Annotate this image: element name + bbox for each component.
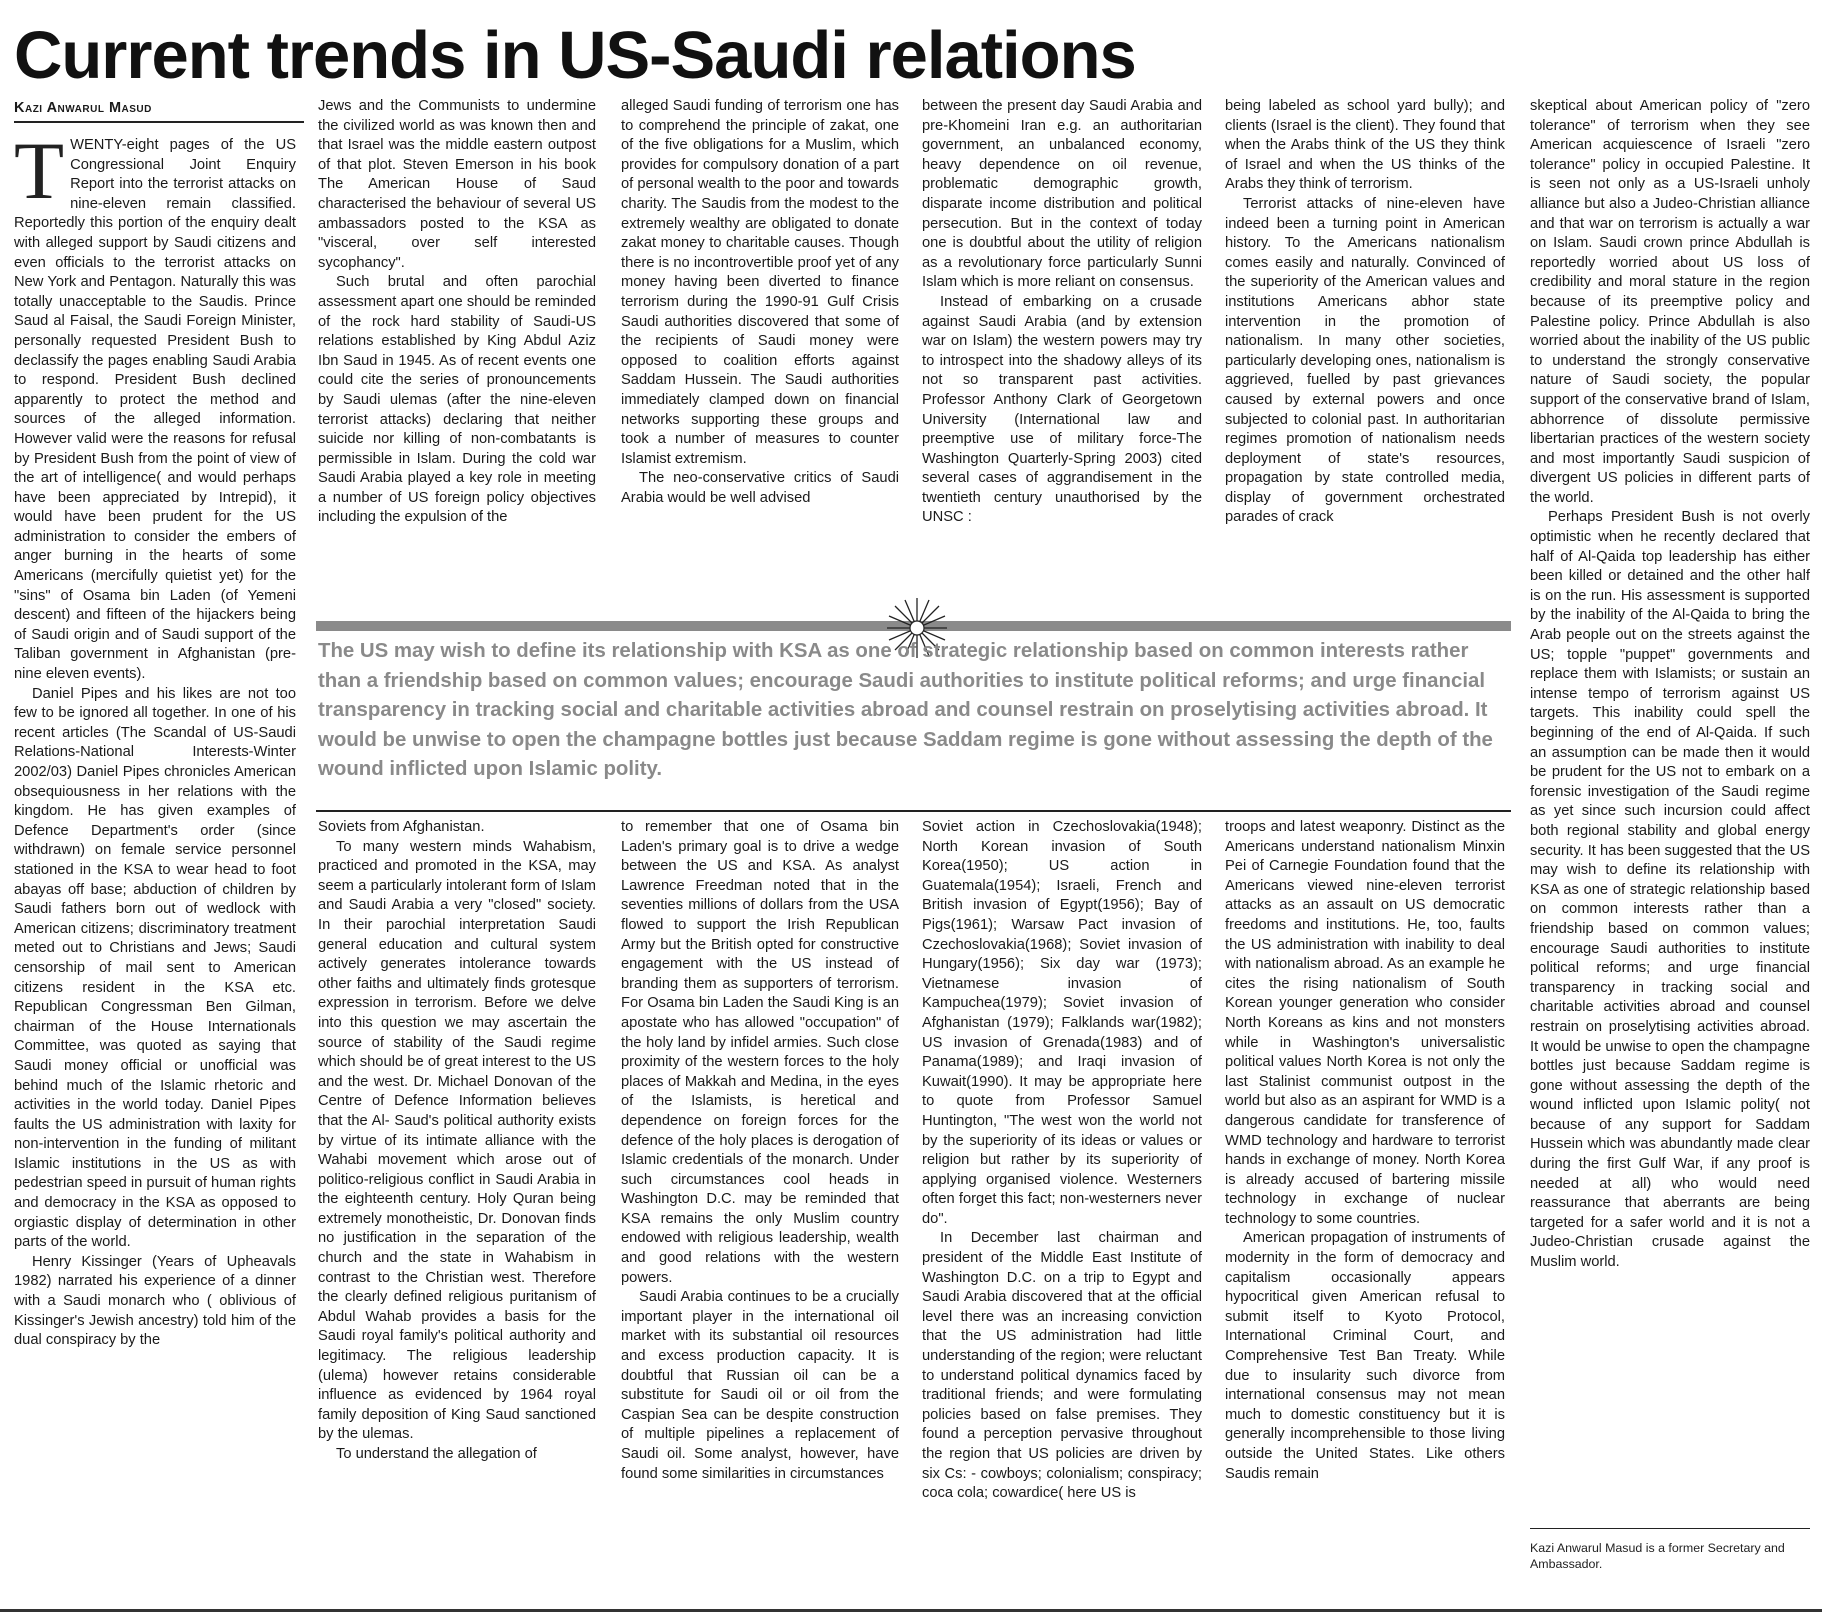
col3-bottom-paragraph-2: Saudi Arabia continues to be a crucially important player in the international oil market with its substantial oil resources and excess production capacity. It is doubtful that Russian oil can be a substitute for Saudi oil or oil from the Caspian Sea can be despite construction of multiple pipelines a replacement of Saudi oil. Some analyst, however, have found some similarities in circumstances <box>621 1289 899 1482</box>
column-4-bottom <box>922 818 1202 1606</box>
column-1 <box>14 136 296 1606</box>
column-5-bottom <box>1225 818 1505 1606</box>
drop-cap: T <box>14 136 65 216</box>
col1-paragraph-2: Daniel Pipes and his likes are not too few to be ignored all together. In one of his recent articles (The Scandal of US-Saudi Relations-National Interests-Winter 2002/03) Daniel Pipes chronicles American obsequiousness in her relations with the kingdom. He has given examples of Defence Department's order (since withdrawn) on female service personnel stationed in the KSA to wear head to foot abayas off base; abduction of children by Saudi fathers born out of wedlock with American citizens; discriminatory treatment meted out to Christians and Jews; Saudi censorship of mail sent to American citizens resident in the KSA etc. Republican Congressman Ben Gilman, chairman of the House Internationals Committee, was quoted as saying that Saudi money official or unofficial was behind much of the Islamic rhetoric and activities in the world today. Daniel Pipes faults the US administration with laxity for non-intervention in the funding of militant Islamic institutions in the US as with pedestrian speed in pursuit of human rights and democracy in the KSA as opposed to orgiastic display of determination in other parts of the world. <box>14 685 296 1251</box>
author-note-rule <box>1530 1528 1810 1529</box>
col5-top-paragraph-1: being labeled as school yard bully); and clients (Israel is the client). They found that when the Arabs think of the US they think of Israel and when the US thinks of the Arabs they think of terrorism. <box>1225 98 1505 193</box>
column-3-top <box>621 97 899 595</box>
headline: Current trends in US-Saudi relations <box>14 18 1136 93</box>
column-2-top <box>318 97 596 595</box>
col2-top-paragraph-2: Such brutal and often parochial assessment apart one should be reminded of the rock hard stability of Saudi-US relations established by King Abdul Aziz Ibn Saud in 1945. As of recent events one could cite the series of pronouncements by Saudi ulemas (after the nine-eleven terrorist attacks) declaring that neither suicide nor killing of non-combatants is permissible in Islam. During the cold war Saudi Arabia played a key role in meeting a number of US foreign policy objectives including the expulsion of the <box>318 274 596 526</box>
col3-top-paragraph-1: alleged Saudi funding of terrorism one has to comprehend the principle of zakat, one of the five obligations for a Muslim, which provides for compulsory donation of a part of personal wealth to the poor and towards charity. The Saudis from the modest to the extremely wealthy are obligated to donate zakat money to charitable causes. Though there is no incontrovertible proof yet of any money having been diverted to finance terrorism during the 1990-91 Gulf Crisis Saudi authorities discovered that some of the recipients of Saudi money were opposed to coalition efforts against Saddam Hussein. The Saudi authorities immediately clamped down on financial networks supporting these groups and took a number of measures to counter Islamist extremism. <box>621 98 899 467</box>
col5-bottom-paragraph-2: American propagation of instruments of modernity in the form of democracy and capitalism occasionally appears hypocritical given American refusal to submit itself to Kyoto Protocol, International Criminal Court, and Comprehensive Test Ban Treaty. While due to insularity such divorce from international consensus may not mean much to domestic constituency but it is generally incomprehensible to those living outside the United States. Like others Saudis remain <box>1225 1230 1505 1482</box>
column-3-bottom <box>621 818 899 1606</box>
pull-quote-bottom-rule <box>316 810 1511 812</box>
page-bottom-rule <box>0 1609 1822 1612</box>
col1-paragraph-3: Henry Kissinger (Years of Upheavals 1982) narrated his experience of a dinner with a Saudi monarch who ( oblivious of Kissinger's Jewish ancestry) told him of the dual conspiracy by the <box>14 1253 296 1349</box>
column-4-top <box>922 97 1202 595</box>
byline: Kazi Anwarul Masud <box>14 100 304 123</box>
col6-paragraph-1: skeptical about American policy of "zero tolerance" of terrorism when they see American acquiescence of Israeli "zero tolerance" policy in occupied Palestine. It is seen not only as a US-Israeli unholy alliance but also a Judeo-Christian alliance and that war on terrorism is actually a war on Islam. Saudi crown prince Abdullah is reportedly worried about US loss of credibility and moral stature in the region because of its preemptive policy and Palestine policy. Prince Abdullah is also worried about the inability of the US public to understand the strongly conservative nature of Saudi society, the popular support of the conservative brand of Islam, abhorrence of dissolute permissive libertarian practices of the western society and most importantly Saudi suspicion of divergent US policies in different parts of the world. <box>1530 98 1810 506</box>
col4-bottom-paragraph-1: Soviet action in Czechoslovakia(1948); North Korean invasion of South Korea(1950); US action in Guatemala(1954); Israeli, French and British invasion of Egypt(1956); Bay of Pigs(1961); Warsaw Pact invasion of Czechoslovakia(1968); Soviet invasion of Hungary(1956); Six day war (1973); Vietnamese invasion of Kampuchea(1979); Soviet invasion of Afghanistan (1979); Falklands war(1982); US invasion of Grenada(1983) and of Panama(1989); and Iraqi invasion of Kuwait(1990). It may be appropriate here to quote from Professor Samuel Huntington, "The west won the world not by the superiority of its ideas or values or religion but rather by its superiority of applying organised violence. Westerners often forget this fact; non-westerners never do". <box>922 819 1202 1227</box>
col1-paragraph-1: TWENTY-eight pages of the US Congressional Joint Enquiry Report into the terrorist attacks on nine-eleven remain classified. Reportedly this portion of the enquiry dealt with alleged support by Saudi citizens and even officials to the terrorist attacks on New York and Pentagon. Naturally this was totally unacceptable to the Saudis. Prince Saud al Faisal, the Saudi Foreign Minister, personally requested President Bush to declassify the pages enabling Saudi Arabia to respond. President Bush declined apparently to protect the method and sources of the alleged information. However valid were the reasons for refusal by President Bush from the point of view of the art of intelligence( and would perhaps have been appreciated by Intrepid), it would have been prudent for the US administration to consider the embers of anger burning in the hearts of some Americans (mercifully quietist yet) for the "sins" of Osama bin Laden (of Yemeni descent) and fifteen of the hijackers being of Saudi origin and of Saudi support of the Taliban government in Afghanistan (pre-nine eleven events). <box>14 136 296 683</box>
col2-bottom-paragraph-2: To many western minds Wahabism, practiced and promoted in the KSA, may seem a particularly intolerant form of Islam and Saudi Arabia a very "closed" society. In their parochial interpretation Saudi general education and cultural system actively generates intolerance towards other faiths and ultimately finds grotesque expression in terrorism. Before we delve into this question we may ascertain the source of stability of the Saudi regime which should be of great interest to the US and the west. Dr. Michael Donovan of the Centre of Defence Information believes that the Al- Saud's political authority exists by virtue of its intimate alliance with the Wahabi movement which arose out of politico-religious conflict in Saudi Arabia in the eighteenth century. Holy Quran being extremely monotheistic, Dr. Donovan finds no justification in the separation of the church and the state in Wahabism in contrast to the Christian west. Therefore the clearly defined religious puritanism of Abdul Wahab provides a basis for the Saudi royal family's political authority and legitimacy. The religious leadership (ulema) however retains considerable influence as evidenced by 1964 royal family deposition of King Saud sanctioned by the ulemas. <box>318 838 596 1443</box>
col2-top-paragraph-1: Jews and the Communists to undermine the civilized world as was known then and that Israel was the middle eastern outpost of that plot. Steven Emerson in his book The American House of Saud characterised the behaviour of several US ambassadors posted to the KSA as "visceral, over self interested sycophancy". <box>318 98 596 271</box>
col4-top-paragraph-2: Instead of embarking on a crusade against Saudi Arabia (and by extension war on Islam) the western powers may try to introspect into the shadowy alleys of its not so transparent past activities. Professor Anthony Clark of Georgetown University (International law and preemptive use of military force-The Washington Quarterly-Spring 2003) cited several cases of aggrandisement in the twentieth century unauthorised by the UNSC : <box>922 293 1202 526</box>
column-2-bottom <box>318 818 596 1606</box>
col5-top-paragraph-2: Terrorist attacks of nine-eleven have indeed been a turning point in American history. To the Americans nationalism comes easily and naturally. Convinced of the superiority of the American values and institutions Americans abhor state intervention in the promotion of nationalism. In many other societies, particularly developing ones, nationalism is aggrieved, fuelled by past grievances caused by external powers and once subjected to colonial past. In authoritarian regimes promotion of nationalism needs deployment of state's resources, propagation by state controlled media, display of government orchestrated parades of crack <box>1225 195 1505 526</box>
column-6 <box>1530 97 1810 1517</box>
pull-quote: The US may wish to define its relationship with KSA as one of strategic relationship based on common interests rather than a friendship based on common values; encourage Saudi authorities to institute political reforms; and urge financial transparency in tracking social and charitable activities abroad and counsel restrain on proselytising activities abroad. It would be unwise to open the champagne bottles just because Saddam regime is gone without assessing the depth of the wound inflicted upon Islamic polity. <box>318 640 1493 780</box>
col4-bottom-paragraph-2: In December last chairman and president of the Middle East Institute of Washington D.C. on a trip to Egypt and Saudi Arabia discovered that at the official level there was an increasing conviction that the US administration had little understanding of the region; were reluctant to understand political dynamics faced by traditional friends; and were formulating policies based on false premises. They found a perception pervasive throughout the region that US policies are driven by six Cs: - cowboys; colonialism; conspiracy; coca cola; cowardice( here US is <box>922 1230 1202 1502</box>
col2-bottom-paragraph-3: To understand the allegation of <box>336 1446 537 1462</box>
col3-top-paragraph-2: The neo-conservative critics of Saudi Arabia would be well advised <box>621 470 899 506</box>
author-note: Kazi Anwarul Masud is a former Secretary and Ambassador. <box>1530 1541 1785 1571</box>
col3-bottom-paragraph-1: to remember that one of Osama bin Laden's primary goal is to drive a wedge between the US and KSA. As analyst Lawrence Freedman noted that in the seventies millions of dollars from the USA flowed to support the Irish Republican Army but the British opted for constructive engagement with the US instead of branding them as supporters of terrorism. For Osama bin Laden the Saudi King is an apostate who has allowed "occupation" of the holy land by infidel armies. Such close proximity of the western forces to the holy places of Makkah and Medina, in the eyes of the Islamists, is heretical and dependence on foreign forces for the defence of the holy places is derogation of Islamic credentials of the monarch. Under such circumstances cool heads in Washington D.C. may be reminded that KSA remains the only Muslim country endowed with religious leadership, wealth and good relations with the western powers. <box>621 819 899 1286</box>
column-5-top <box>1225 97 1505 595</box>
col2-bottom-paragraph-1: Soviets from Afghanistan. <box>318 819 485 835</box>
col6-paragraph-2: Perhaps President Bush is not overly optimistic when he recently declared that half of Al-Qaida top leadership has either been killed or detained and the other half is on the run. His assessment is supported by the inability of the Al-Qaida to bring the Arab people out on the streets against the US; topple "puppet" governments and replace them with Islamists; or sustain an intense tempo of terrorism against US targets. This inability could spell the beginning of the end of Al-Qaida. If such an assumption can be made then it would be prudent for the US not to embark on a forensic investigation of the Saudi regime as yet since such incursion could affect both regional stability and global energy security. It has been suggested that the US may wish to define its relationship with KSA as one of strategic relationship based on common interests rather than a friendship based on common values; encourage Saudi authorities to institute political reforms; and urge financial transparency in tracking social and charitable activities abroad and counsel restrain on proselytising activities abroad. It would be unwise to open the champagne bottles just because Saddam regime is gone without assessing the depth of the wound inflicted upon Islamic polity( not because of any support for Saddam Hussein which was abundantly made clear during the first Gulf War, if any proof is needed at all) who would need reassurance that aberrants are being targeted for a safer world and it is not a Judeo-Christian crusade against the Muslim world. <box>1530 509 1810 1271</box>
col5-bottom-paragraph-1: troops and latest weaponry. Distinct as the Americans understand nationalism Minxin Pei of Carnegie Foundation found that the Americans viewed nine-eleven terrorist attacks as an assault on US democratic freedoms and institutions. He, too, faults the US administration with inability to deal with nationalism abroad. As an example he cites the rising nationalism of South Korean younger generation who consider North Koreans as kins and not monsters while in Washington's universalistic political values North Korea is not only the last Stalinist communist outpost in the world but also as an aspirant for WMD is a dangerous candidate for transference of WMD technology and hardware to terrorist hands in exchange of money. North Korea is already accused of bartering missile technology in exchange of nuclear technology to some countries. <box>1225 819 1505 1227</box>
col4-top-paragraph-1: between the present day Saudi Arabia and pre-Khomeini Iran e.g. an authoritarian government, an unbalanced economy, heavy dependence on oil revenue, problematic demographic growth, disparate income distribution and political persecution. But in the context of today one is doubtful about the utility of religion as a revolutionary force particularly Sunni Islam which is more reliant on consensus. <box>922 98 1202 291</box>
